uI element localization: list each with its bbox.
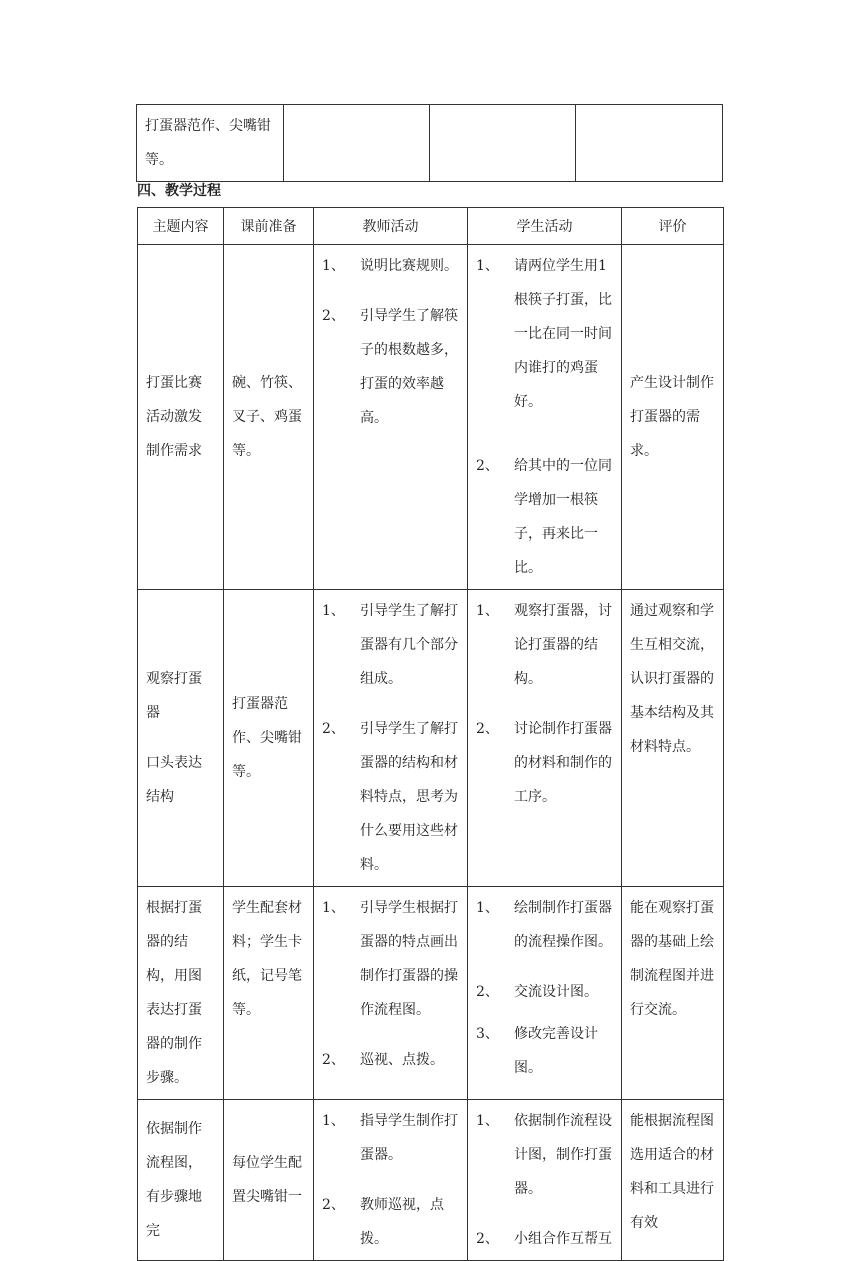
list-item: 2、 讨论制作打蛋器的材料和制作的工序。 <box>476 721 612 805</box>
header-teacher: 教师活动 <box>314 208 468 245</box>
section-title: 四、教学过程 <box>137 183 221 199</box>
eval-cell: 产生设计制作打蛋器的需求。 <box>622 245 724 590</box>
teacher-cell <box>314 245 468 590</box>
table-row <box>138 245 724 590</box>
eval-cell: 通过观察和学生互相交流，认识打蛋器的基本结构及其材料特点。 <box>622 590 724 887</box>
materials-table-continued <box>136 104 723 182</box>
topic-cell: 根据打蛋器的结构，用图表达打蛋器的制作步骤。 <box>138 887 224 1100</box>
list-item: 1、 请两位学生用1根筷子打蛋，比一比在同一时间内谁打的鸡蛋好。 <box>476 258 612 410</box>
list-item: 2、 引导学生了解筷子的根数越多，打蛋的效率越高。 <box>322 308 458 426</box>
table-row <box>138 887 724 1100</box>
empty-cell <box>430 105 576 182</box>
list-item: 2、 小组合作互帮互 <box>476 1231 612 1247</box>
prep-cell: 学生配套材料；学生卡纸，记号笔等。 <box>224 887 314 1100</box>
topic-cell: 依据制作流程图，有步骤地完 <box>138 1100 224 1261</box>
student-cell <box>468 1100 622 1261</box>
topic-cell: 观察打蛋器 口头表达结构 <box>138 590 224 887</box>
list-item: 2、 交流设计图。 <box>476 984 598 1000</box>
table-row <box>138 590 724 887</box>
list-item: 2、 给其中的一位同学增加一根筷子，再来比一比。 <box>476 458 612 576</box>
header-row <box>138 208 724 245</box>
student-cell <box>468 245 622 590</box>
header-prep: 课前准备 <box>224 208 314 245</box>
teacher-cell <box>314 887 468 1100</box>
prep-cell: 打蛋器范作、尖嘴钳等。 <box>224 590 314 887</box>
prep-cell: 每位学生配置尖嘴钳一 <box>224 1100 314 1261</box>
list-item: 2、 教师巡视，点拨。 <box>322 1197 444 1247</box>
student-cell <box>468 590 622 887</box>
eval-cell: 能在观察打蛋器的基础上绘制流程图并进行交流。 <box>622 887 724 1100</box>
list-item: 2、 引导学生了解打蛋器的结构和材料特点，思考为什么要用这些材料。 <box>322 721 458 873</box>
eval-cell: 能根据流程图选用适合的材料和工具进行有效 <box>622 1100 724 1261</box>
empty-cell <box>284 105 430 182</box>
list-item: 1、 引导学生根据打蛋器的特点画出制作打蛋器的操作流程图。 <box>322 900 458 1018</box>
list-item: 1、 绘制制作打蛋器的流程操作图。 <box>476 900 612 950</box>
list-item: 1、 指导学生制作打蛋器。 <box>322 1113 458 1163</box>
teacher-cell <box>314 1100 468 1261</box>
student-cell <box>468 887 622 1100</box>
teaching-process-table <box>137 207 724 1261</box>
topic-cell: 打蛋比赛活动激发制作需求 <box>138 245 224 590</box>
list-item: 1、 引导学生了解打蛋器有几个部分组成。 <box>322 603 458 687</box>
materials-cell: 打蛋器范作、尖嘴钳等。 <box>137 105 284 182</box>
list-item: 3、 修改完善设计图。 <box>476 1026 598 1076</box>
list-item: 1、 说明比赛规则。 <box>322 258 458 274</box>
table-row <box>138 1100 724 1261</box>
list-item: 1、 依据制作流程设计图，制作打蛋器。 <box>476 1113 612 1197</box>
header-student: 学生活动 <box>468 208 622 245</box>
header-eval: 评价 <box>622 208 724 245</box>
header-topic: 主题内容 <box>138 208 224 245</box>
teacher-cell <box>314 590 468 887</box>
prep-cell: 碗、竹筷、叉子、鸡蛋等。 <box>224 245 314 590</box>
list-item: 1、 观察打蛋器，讨论打蛋器的结构。 <box>476 603 612 687</box>
empty-cell <box>576 105 723 182</box>
list-item: 2、 巡视、点拨。 <box>322 1052 444 1068</box>
